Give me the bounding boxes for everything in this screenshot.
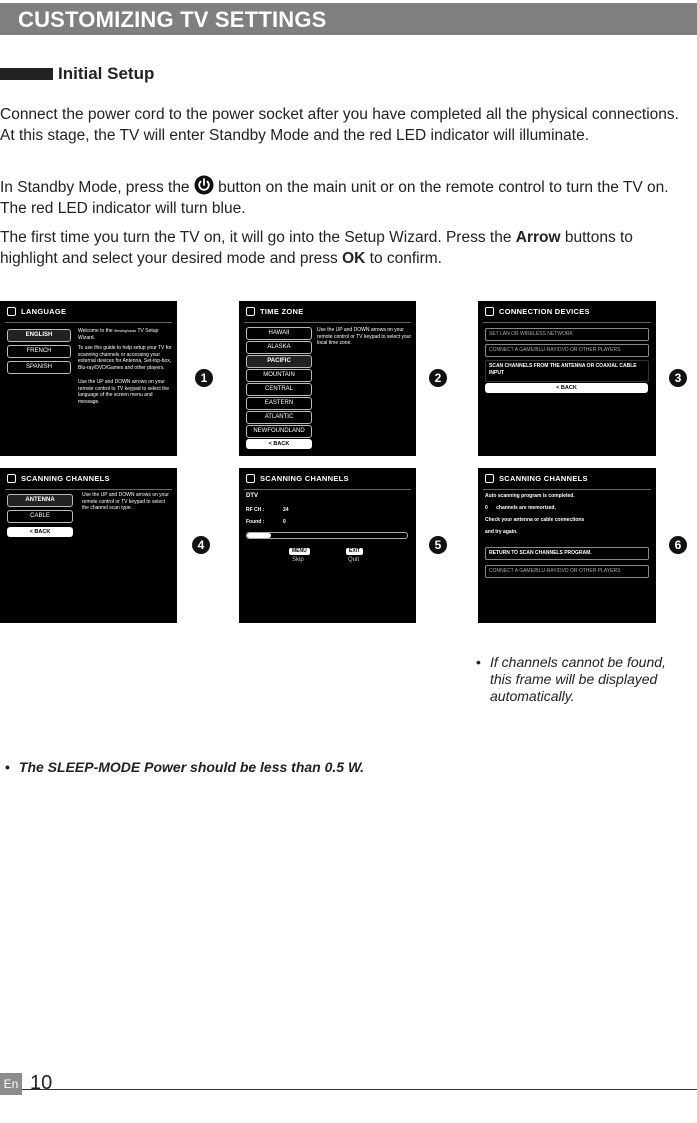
paragraph-wizard: [0, 227, 690, 269]
scan-complete-text: Auto scanning program is completed.: [485, 493, 575, 499]
language-welcome-text: Welcome to the Westinghouse TV Setup Wizard.: [78, 328, 159, 341]
language-badge: En: [0, 1073, 22, 1095]
paragraph-wizard-a: The first time you turn the TV on, it will go into the Setup Wizard. Press the: [0, 229, 516, 246]
option-pacific[interactable]: PACIFIC: [246, 355, 312, 368]
arrow-keyword: Arrow: [515, 229, 561, 246]
option-english[interactable]: ENGLISH: [7, 329, 71, 342]
screen-time-zone-title: TIME ZONE: [246, 307, 304, 316]
option-cable[interactable]: CABLE: [7, 510, 73, 523]
screen-language-title: LANGUAGE: [7, 307, 66, 316]
screen-scan-type-title: SCANNING CHANNELS: [7, 474, 110, 483]
option-newfoundland[interactable]: NEWFOUNDLAND: [246, 425, 312, 438]
ok-keyword: OK: [342, 250, 366, 267]
option-french[interactable]: FRENCH: [7, 345, 71, 358]
dtv-label: DTV: [246, 493, 258, 499]
rf-channel-label: RF CH :: [246, 507, 265, 513]
option-central[interactable]: CENTRAL: [246, 383, 312, 396]
paragraph-wizard-c: to confirm.: [365, 250, 442, 267]
page-title: CUSTOMIZING TV SETTINGS: [18, 7, 327, 32]
step-number-6: 6: [669, 536, 687, 554]
option-connect-players[interactable]: CONNECT A GAME/BLU-RAY/DVD OR OTHER PLAYERS: [485, 344, 649, 357]
scan-progress-bar: [246, 532, 408, 539]
option-spanish[interactable]: SPANISH: [7, 361, 71, 374]
time-zone-instruction-text: Use the UP and DOWN arrows on your remote control or TV keypad to select your local time zone.: [317, 327, 412, 346]
screen-language: [0, 301, 177, 456]
screen-scan-result-title: SCANNING CHANNELS: [485, 474, 588, 483]
sleep-mode-note: [5, 759, 364, 775]
screen-connection-devices-title: CONNECTION DEVICES: [485, 307, 590, 316]
side-note-text: If channels cannot be found, this frame will be displayed automatically.: [490, 654, 666, 704]
screen-time-zone: [239, 301, 416, 456]
option-scan-channels[interactable]: SCAN CHANNELS FROM THE ANTENNA OR COAXIAL CABLE INPUT: [485, 360, 649, 382]
step-number-3: 3: [669, 369, 687, 387]
language-instruction-text: Use the UP and DOWN arrows on your remote control to TV keypad to select the language of the screen menu and message.: [78, 379, 170, 405]
paragraph-wizard-b: buttons to highlight and select your desired mode and press: [0, 229, 633, 267]
option-return-scan[interactable]: RETURN TO SCAN CHANNELS PROGRAM.: [485, 547, 649, 560]
option-connect-players[interactable]: CONNECT A GAME/BLU-RAY/DVD OR OTHER PLAYERS: [485, 565, 649, 578]
scan-progress-fill: [247, 533, 271, 538]
skip-label: Skip: [292, 557, 304, 563]
option-network[interactable]: SET LAN OR WIRELESS NETWORK: [485, 328, 649, 341]
option-alaska[interactable]: ALASKA: [246, 341, 312, 354]
exit-key[interactable]: EXIT: [346, 548, 363, 555]
step-number-5: 5: [429, 536, 447, 554]
found-label: Found :: [246, 519, 265, 525]
screen-scan-result: [478, 468, 656, 623]
paragraph-standby: [0, 175, 690, 219]
step-number-1: 1: [195, 369, 213, 387]
try-again-text: and try again.: [485, 529, 518, 535]
brand-name: Westinghouse: [114, 329, 137, 333]
page-header: [0, 3, 697, 35]
option-mountain[interactable]: MOUNTAIN: [246, 369, 312, 382]
paragraph-standby-a: In Standby Mode, press the: [0, 179, 194, 196]
step-number-4: 4: [192, 536, 210, 554]
paragraph-power: Connect the power cord to the power socket after you have completed all the physical connections. At this stage, the TV will enter Standby Mode and the red LED indicator will illuminate.: [0, 106, 679, 144]
back-button[interactable]: < BACK: [485, 383, 648, 393]
page-number: 10: [30, 1072, 53, 1094]
menu-key[interactable]: MENU: [289, 548, 310, 555]
power-icon: [194, 175, 214, 195]
quit-label: Quit: [348, 557, 360, 563]
footer-divider: [0, 1089, 697, 1090]
option-hawaii[interactable]: HAWAII: [246, 327, 312, 340]
back-button[interactable]: < BACK: [7, 527, 73, 537]
section-title: Initial Setup: [58, 64, 155, 83]
found-value: 0: [283, 519, 286, 525]
screen-scan-progress: [239, 468, 416, 623]
paragraph-standby-b: button on the main unit or on the remote control to turn the TV on. The red LED indicator will turn blue.: [0, 179, 669, 217]
check-connections-text: Check your antenna or cable connections: [485, 517, 585, 523]
option-atlantic[interactable]: ATLANTIC: [246, 411, 312, 424]
step-number-2: 2: [429, 369, 447, 387]
side-note-bullet: •: [476, 654, 481, 670]
channels-memorized-text: 0 channels are memorized.: [485, 505, 556, 511]
language-guide-text: To use this guide to help setup your TV for scanning channels or accessing your external devices for Antenna, Set-top-box, Blu-ray/DVD/Games and other players.: [78, 345, 172, 371]
section-bar: [0, 68, 53, 80]
screen-scan-progress-title: SCANNING CHANNELS: [246, 474, 349, 483]
screen-connection-devices: [478, 301, 656, 456]
rf-channel-value: 24: [283, 507, 289, 513]
option-antenna[interactable]: ANTENNA: [7, 494, 73, 507]
scan-type-instruction-text: Use the UP and DOWN arrows on your remote control or TV keypad to select the channel scan type.: [82, 492, 169, 511]
sleep-note-text: The SLEEP-MODE Power should be less than 0.5 W.: [18, 759, 365, 775]
sleep-note-bullet: •: [5, 759, 10, 775]
side-note: [476, 654, 686, 705]
option-eastern[interactable]: EASTERN: [246, 397, 312, 410]
back-button[interactable]: < BACK: [246, 439, 312, 449]
screen-scan-type: [0, 468, 177, 623]
